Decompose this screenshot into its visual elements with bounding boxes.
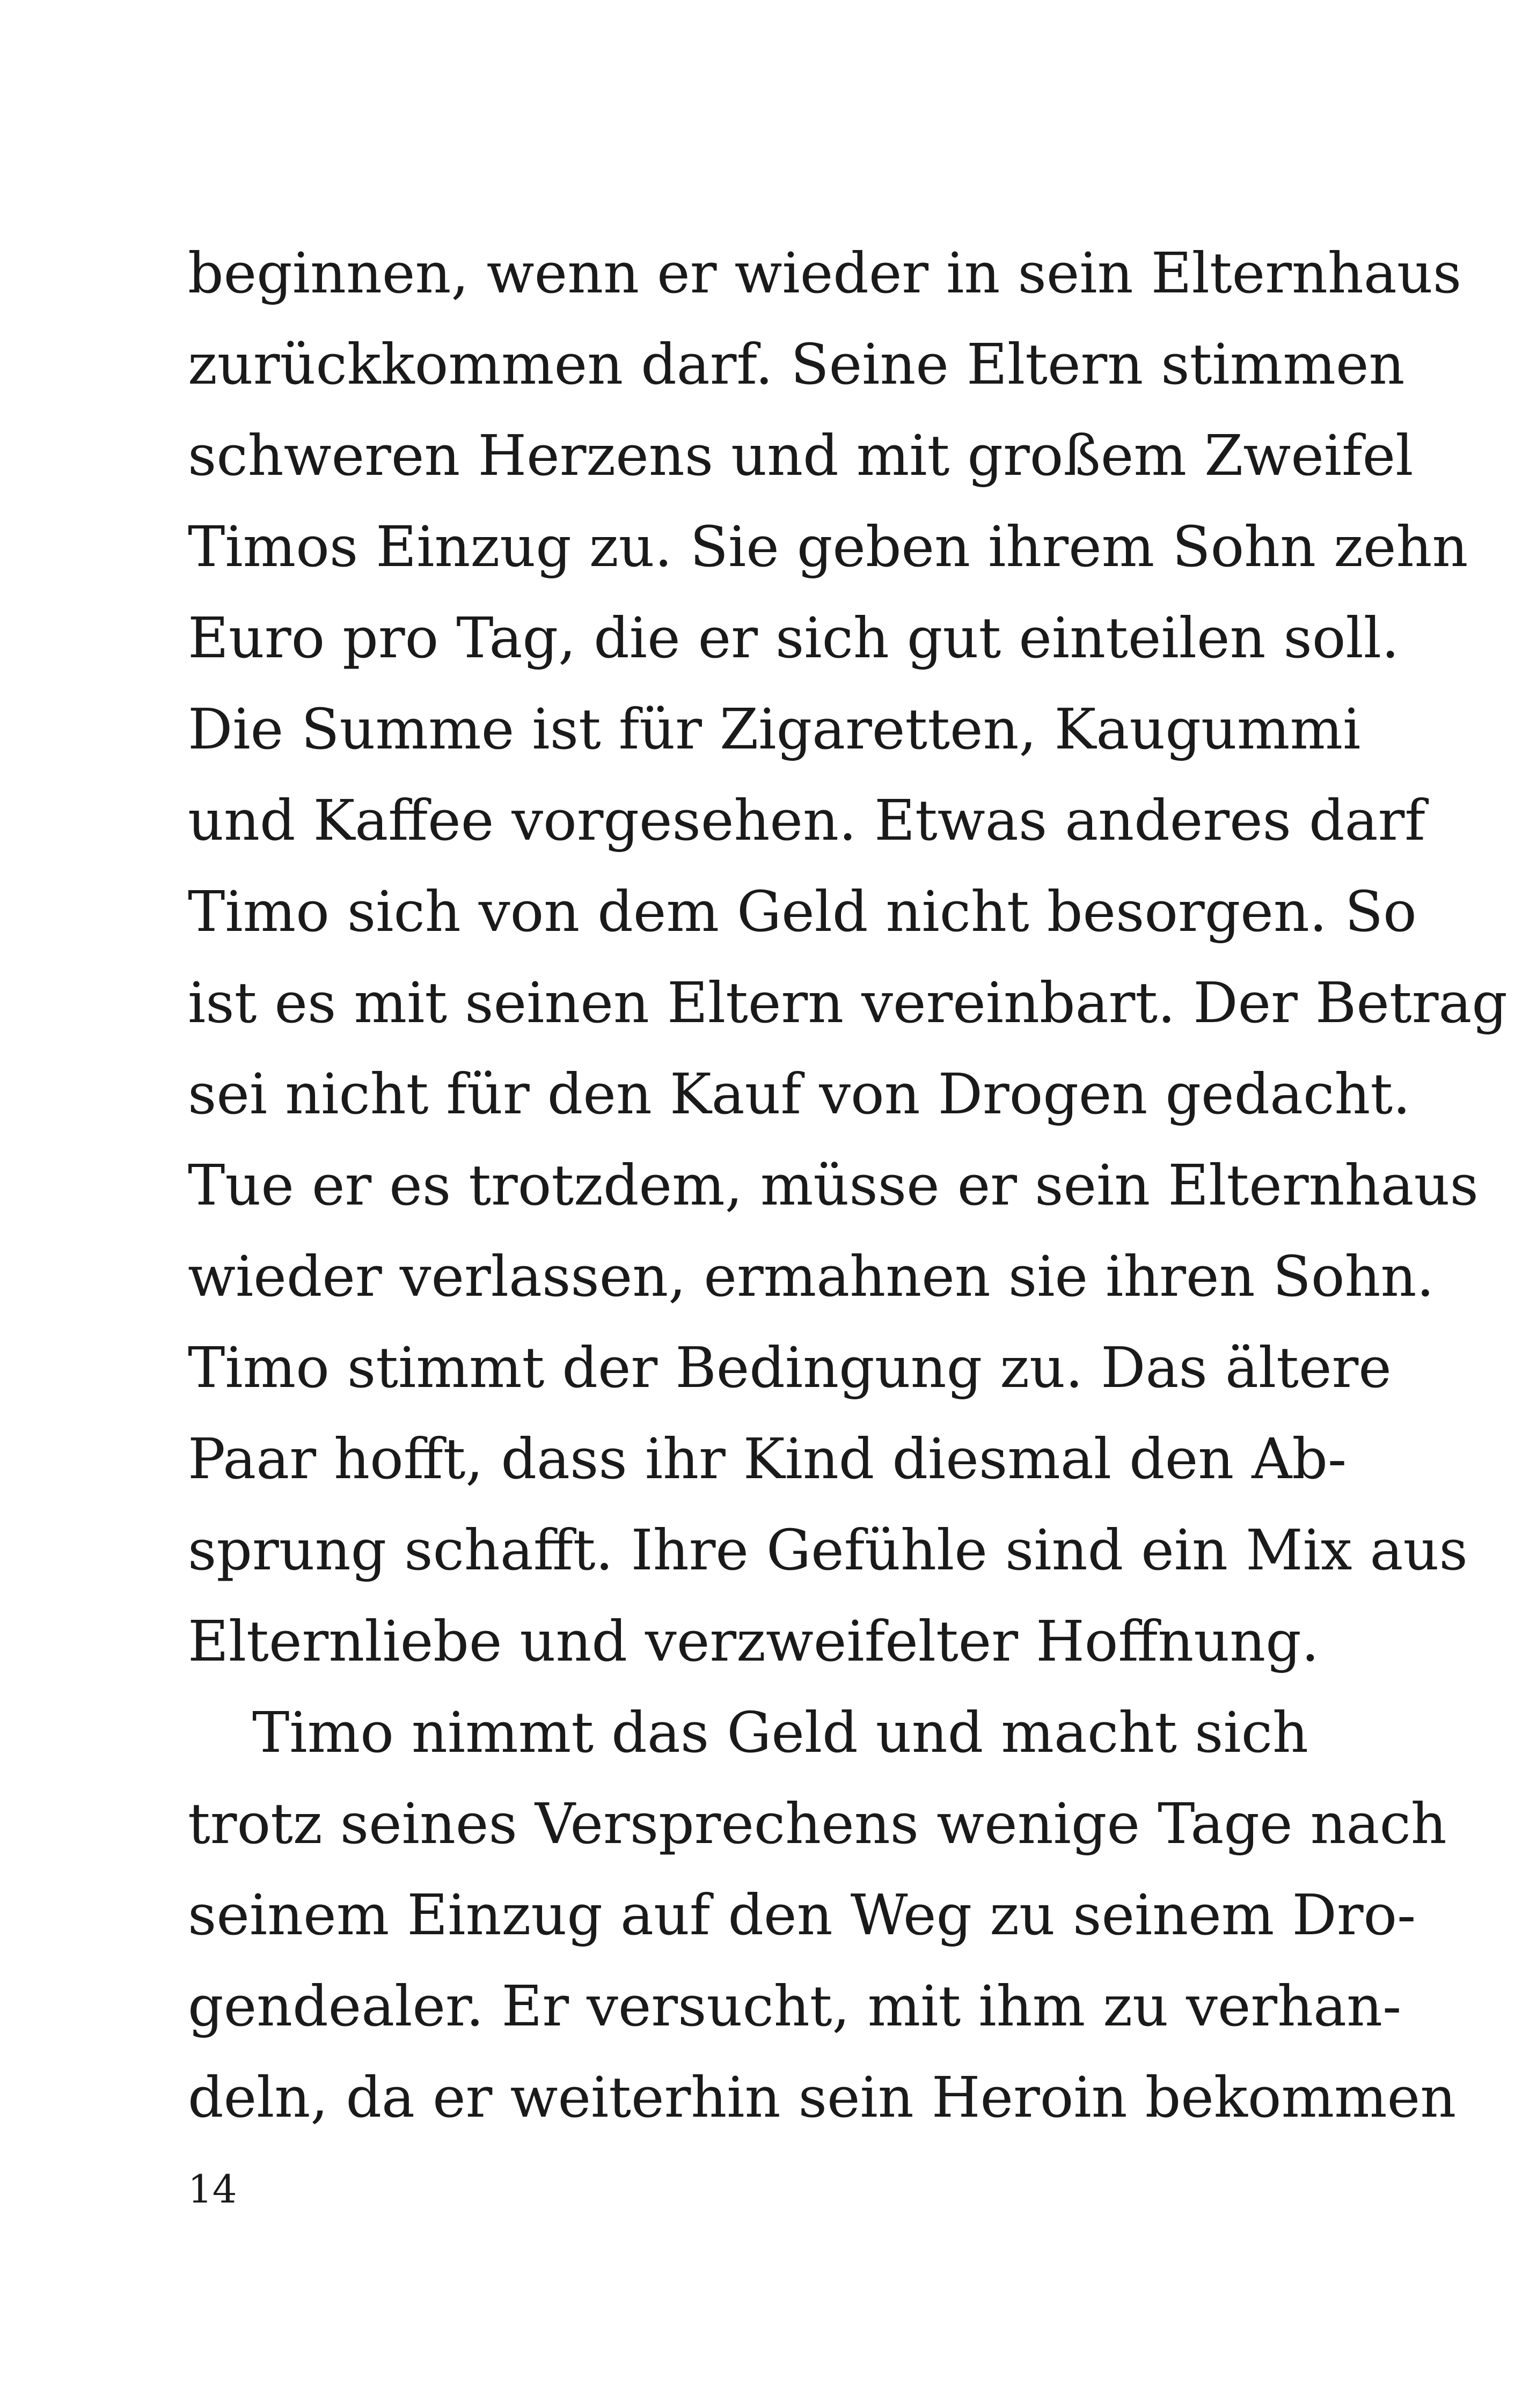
text-line: sprung schafft. Ihre Gefühle sind ein Mix aus — [188, 1517, 1468, 1583]
text-line: ist es mit seinen Eltern vereinbart. Der Betrag — [188, 970, 1508, 1036]
text-line: gendealer. Er versucht, mit ihm zu verhan- — [188, 1973, 1402, 2039]
text-line: Timos Einzug zu. Sie geben ihrem Sohn zehn — [188, 514, 1468, 579]
paragraph-start-line: Timo nimmt das Geld und macht sich — [252, 1700, 1308, 1765]
page-number: 14 — [188, 2167, 237, 2212]
text-line: Die Summe ist für Zigaretten, Kaugummi — [188, 696, 1361, 762]
text-line: beginnen, wenn er wieder in sein Elternhaus — [188, 240, 1462, 306]
text-line: sei nicht für den Kauf von Drogen gedacht. — [188, 1061, 1411, 1127]
text-line: und Kaffee vorgesehen. Etwas anderes darf — [188, 788, 1425, 853]
text-line: schweren Herzens und mit großem Zweifel — [188, 423, 1414, 488]
text-line: Tue er es trotzdem, müsse er sein Elternhaus — [188, 1152, 1479, 1218]
text-line: trotz seines Versprechens wenige Tage nach — [188, 1791, 1447, 1856]
text-line: Timo stimmt der Bedingung zu. Das ältere — [188, 1335, 1392, 1400]
body-text — [188, 227, 1508, 2143]
text-line: seinem Einzug auf den Weg zu seinem Dro- — [188, 1882, 1416, 1948]
text-line: Timo sich von dem Geld nicht besorgen. So — [188, 879, 1417, 944]
text-line: wieder verlassen, ermahnen sie ihren Sohn. — [188, 1244, 1435, 1309]
text-line: deln, da er weiterhin sein Heroin bekommen — [188, 2065, 1457, 2130]
text-line: Euro pro Tag, die er sich gut einteilen soll. — [188, 605, 1400, 671]
text-line: Paar hofft, dass ihr Kind diesmal den Ab- — [188, 1426, 1347, 1492]
text-line: zurückkommen darf. Seine Eltern stimmen — [188, 332, 1405, 397]
text-line: Elternliebe und verzweifelter Hoffnung. — [188, 1609, 1319, 1674]
